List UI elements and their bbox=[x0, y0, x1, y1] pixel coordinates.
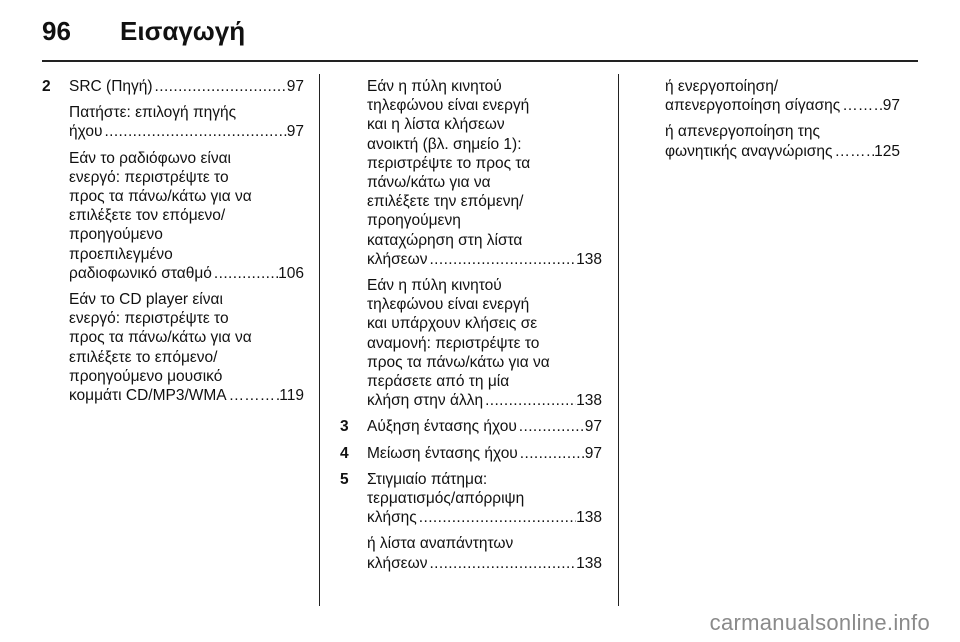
index-entry bbox=[42, 77, 304, 96]
entry-text: προηγούμενη bbox=[367, 212, 461, 230]
index-entry bbox=[42, 149, 304, 283]
entry-text: κομμάτι CD/MP3/WMA bbox=[69, 387, 227, 405]
entry-text: προς τα πάνω/κάτω για να bbox=[69, 329, 252, 347]
entry-line bbox=[69, 245, 304, 264]
page-reference[interactable]: 138 bbox=[576, 554, 602, 572]
entry-text: κλήσεων bbox=[367, 250, 428, 268]
column-divider-2 bbox=[618, 74, 619, 606]
entry-line bbox=[69, 309, 304, 328]
entry-number: 5 bbox=[340, 470, 349, 488]
entry-text: ραδιοφωνικό σταθμό bbox=[69, 264, 212, 282]
entry-text: προεπιλεγμένο bbox=[69, 245, 173, 263]
entry-text: ήχου bbox=[69, 123, 103, 141]
entry-text: τηλεφώνου είναι ενεργή bbox=[367, 97, 530, 115]
entry-line bbox=[367, 353, 602, 372]
entry-text: Πατήστε: επιλογή πηγής bbox=[69, 104, 237, 122]
entry-text: Εάν το CD player είναι bbox=[69, 291, 223, 309]
dot-leader bbox=[427, 250, 576, 269]
entry-line bbox=[367, 534, 602, 553]
entry-line bbox=[367, 489, 602, 508]
page-reference[interactable]: 106 bbox=[278, 264, 304, 282]
entry-text: καταχώρηση στη λίστα bbox=[367, 231, 523, 249]
entry-line bbox=[367, 250, 602, 269]
entry-text: επιλέξετε τον επόμενο/ bbox=[69, 207, 226, 225]
entry-line bbox=[367, 508, 602, 527]
entry-text: προηγούμενο μουσικό bbox=[69, 367, 223, 385]
entry-text: Εάν η πύλη κινητού bbox=[367, 277, 502, 295]
dot-leader bbox=[832, 142, 874, 161]
page-reference[interactable]: 97 bbox=[286, 78, 304, 95]
header-divider bbox=[42, 60, 918, 62]
entry-line bbox=[69, 367, 304, 386]
entry-line bbox=[367, 192, 602, 211]
entry-text: επιλέξετε το επόμενο/ bbox=[69, 348, 218, 366]
entry-text: απενεργοποίηση σίγασης bbox=[665, 97, 841, 115]
entry-text: Εάν το ραδιόφωνο είναι bbox=[69, 149, 231, 167]
entry-line bbox=[69, 386, 304, 405]
entry-text: προηγούμενο bbox=[69, 226, 163, 244]
column-divider-1 bbox=[319, 74, 320, 606]
index-entry bbox=[340, 444, 602, 463]
entry-line bbox=[665, 142, 900, 161]
entry-line bbox=[367, 334, 602, 353]
entry-line bbox=[367, 115, 602, 134]
index-entry bbox=[340, 276, 602, 410]
dot-leader bbox=[417, 508, 576, 527]
entry-number: 4 bbox=[340, 444, 349, 462]
entry-line bbox=[69, 122, 304, 141]
entry-line bbox=[367, 372, 602, 391]
page-reference[interactable]: 138 bbox=[576, 250, 602, 268]
entry-line bbox=[69, 225, 304, 244]
page-reference[interactable]: 97 bbox=[584, 444, 602, 462]
entry-text: ή απενεργοποίηση της bbox=[665, 123, 820, 141]
page-title: Εισαγωγή bbox=[120, 16, 246, 46]
page-reference[interactable]: 97 bbox=[584, 418, 602, 436]
page-reference[interactable]: 138 bbox=[576, 392, 602, 410]
entry-text: κλήσεων bbox=[367, 554, 428, 572]
entry-text: κλήσης bbox=[367, 509, 417, 527]
index-entry bbox=[340, 77, 602, 269]
entry-line bbox=[367, 276, 602, 295]
entry-text: ή λίστα αναπάντητων bbox=[367, 535, 514, 553]
index-entry bbox=[42, 290, 304, 405]
entry-line bbox=[367, 231, 602, 250]
entry-line bbox=[69, 328, 304, 347]
entry-line bbox=[69, 77, 304, 96]
entry-line bbox=[367, 417, 602, 436]
entry-text: επιλέξετε την επόμενη/ bbox=[367, 193, 524, 211]
entry-line bbox=[367, 444, 602, 463]
index-entry bbox=[638, 77, 900, 115]
index-entry bbox=[340, 470, 602, 528]
column-1 bbox=[42, 77, 304, 412]
entry-line bbox=[367, 96, 602, 115]
entry-line bbox=[367, 77, 602, 96]
dot-leader bbox=[518, 444, 585, 463]
entry-line bbox=[367, 154, 602, 173]
entry-line bbox=[367, 211, 602, 230]
column-3 bbox=[638, 77, 900, 168]
entry-text: προς τα πάνω/κάτω για να bbox=[367, 353, 550, 371]
entry-text: Μείωση έντασης ήχου bbox=[367, 444, 518, 462]
entry-line bbox=[367, 314, 602, 333]
entry-text: περιστρέψτε το προς τα bbox=[367, 154, 531, 172]
entry-line bbox=[367, 554, 602, 573]
entry-text: ενεργό: περιστρέψτε το bbox=[69, 168, 229, 186]
entry-text: και η λίστα κλήσεων bbox=[367, 116, 505, 134]
dot-leader bbox=[840, 96, 883, 115]
column-2 bbox=[340, 77, 602, 580]
entry-text: Στιγμιαίο πάτημα: bbox=[367, 470, 488, 488]
entry-line bbox=[367, 173, 602, 192]
entry-text: πάνω/κάτω για να bbox=[367, 174, 491, 192]
page-reference[interactable]: 119 bbox=[279, 387, 304, 405]
entry-line bbox=[665, 96, 900, 115]
entry-line bbox=[69, 149, 304, 168]
page-number: 96 bbox=[42, 16, 71, 46]
entry-text: ενεργό: περιστρέψτε το bbox=[69, 310, 229, 328]
watermark-logo: carmanualsonline.info bbox=[709, 610, 930, 635]
dot-leader bbox=[427, 554, 576, 573]
dot-leader bbox=[227, 386, 280, 405]
entry-line bbox=[367, 295, 602, 314]
entry-line bbox=[665, 77, 900, 96]
entry-text: Αύξηση έντασης ήχου bbox=[367, 418, 517, 436]
index-entry bbox=[42, 103, 304, 141]
entry-number: 2 bbox=[42, 78, 51, 95]
page-reference[interactable]: 138 bbox=[576, 509, 602, 527]
entry-line bbox=[367, 470, 602, 489]
entry-text: ανοικτή (βλ. σημείο 1): bbox=[367, 135, 522, 153]
entry-text: τερματισμός/απόρριψη bbox=[367, 490, 525, 508]
entry-text: SRC (Πηγή) bbox=[69, 78, 153, 95]
index-entry bbox=[340, 534, 602, 572]
entry-text: περάσετε από τη μία bbox=[367, 373, 510, 391]
dot-leader bbox=[483, 391, 576, 410]
entry-line bbox=[69, 168, 304, 187]
index-entry bbox=[638, 122, 900, 160]
entry-text: ή ενεργοποίηση/ bbox=[665, 78, 779, 95]
page-header bbox=[42, 12, 918, 58]
index-entry bbox=[340, 417, 602, 436]
entry-text: αναμονή: περιστρέψτε το bbox=[367, 334, 540, 352]
entry-line bbox=[69, 290, 304, 309]
page-reference[interactable]: 97 bbox=[286, 123, 304, 141]
entry-line bbox=[69, 187, 304, 206]
entry-line bbox=[69, 206, 304, 225]
page-reference[interactable]: 125 bbox=[874, 142, 900, 160]
dot-leader bbox=[212, 264, 278, 283]
entry-text: κλήση στην άλλη bbox=[367, 392, 484, 410]
entry-text: φωνητικής αναγνώρισης bbox=[665, 142, 833, 160]
entry-line bbox=[69, 103, 304, 122]
entry-line bbox=[665, 122, 900, 141]
entry-line bbox=[69, 348, 304, 367]
entry-text: Εάν η πύλη κινητού bbox=[367, 78, 502, 95]
entry-text: τηλεφώνου είναι ενεργή bbox=[367, 296, 530, 314]
entry-line bbox=[367, 391, 602, 410]
dot-leader bbox=[153, 77, 287, 96]
entry-text: προς τα πάνω/κάτω για να bbox=[69, 188, 252, 206]
dot-leader bbox=[102, 122, 286, 141]
entry-number: 3 bbox=[340, 418, 349, 436]
entry-text: και υπάρχουν κλήσεις σε bbox=[367, 315, 538, 333]
entry-line bbox=[69, 264, 304, 283]
dot-leader bbox=[517, 417, 585, 436]
page-reference[interactable]: 97 bbox=[882, 97, 900, 115]
entry-line bbox=[367, 135, 602, 154]
